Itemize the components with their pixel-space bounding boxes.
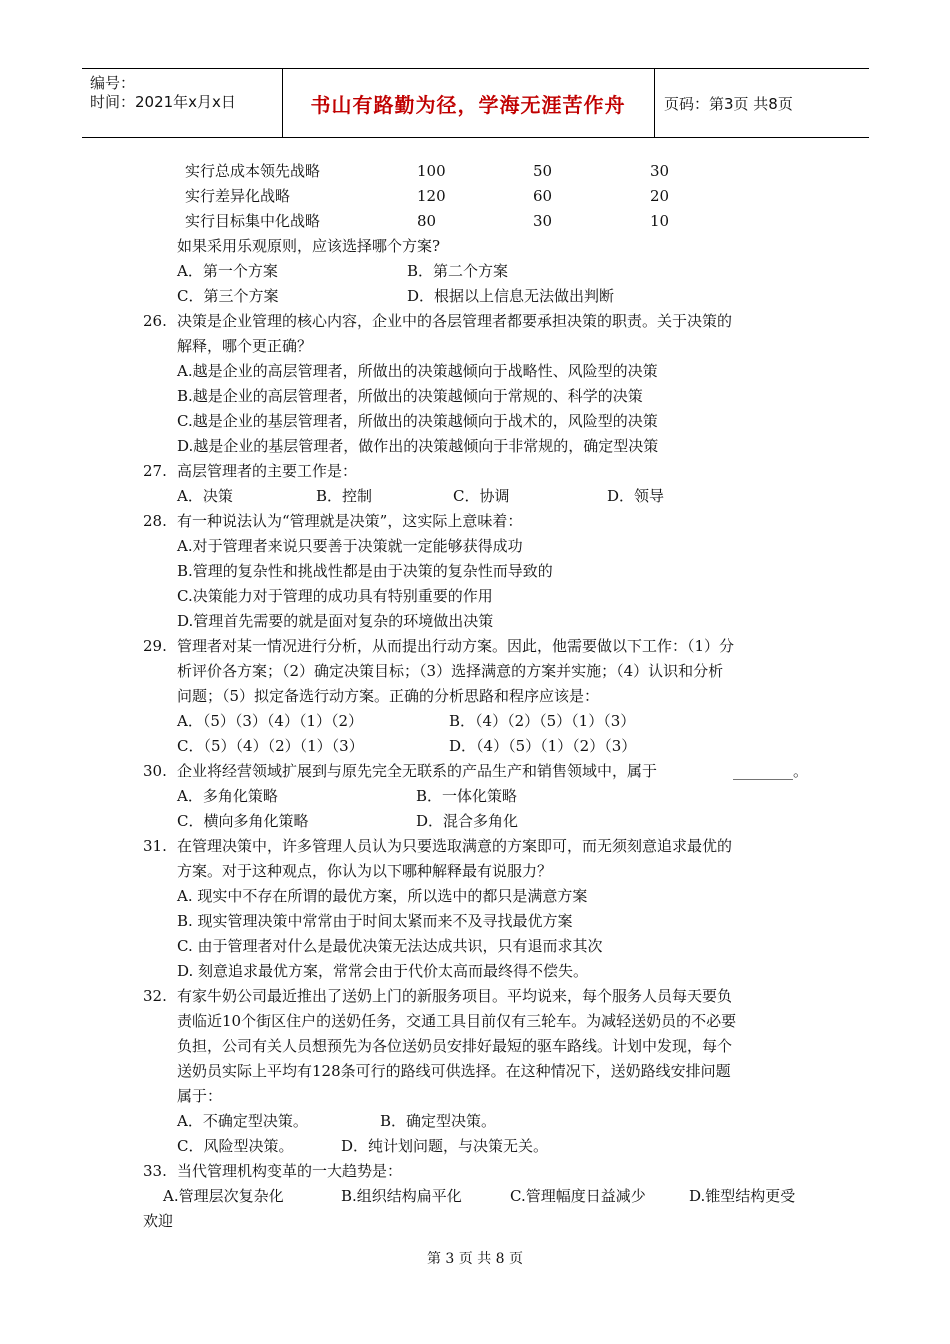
question-number: 32. <box>143 987 167 1005</box>
question-text: 高层管理者的主要工作是： <box>177 462 358 480</box>
question-text: 如果采用乐观原则，应该选择哪个方案? <box>177 237 441 255</box>
question-number: 28. <box>143 512 167 530</box>
table-cell: 120 <box>417 187 446 205</box>
option-d: D.锥型结构更受 <box>689 1187 796 1205</box>
option-a: A.对于管理者来说只要善于决策就一定能够获得成功 <box>177 537 523 555</box>
option-d: D. 刻意追求最优方案，常常会由于代价太高而最终得不偿失。 <box>177 962 589 980</box>
header-left <box>90 74 236 112</box>
table-row-label: 实行目标集中化战略 <box>185 212 321 230</box>
question-text: 属于： <box>177 1087 223 1105</box>
option-a: A．不确定型决策。 <box>177 1112 308 1130</box>
option-b: B．控制 <box>316 487 373 505</box>
option-d: D．根据以上信息无法做出判断 <box>407 287 615 305</box>
question-text: 在管理决策中，许多管理人员认为只要选取满意的方案即可，而无须刻意追求最优的 <box>177 837 733 855</box>
option-d: D．混合多角化 <box>416 812 519 830</box>
option-b: B．一体化策略 <box>416 787 518 805</box>
time-label: 时间：2021年x月x日 <box>90 93 236 111</box>
table-row-label: 实行差异化战略 <box>185 187 291 205</box>
question-number: 33. <box>143 1162 167 1180</box>
header-divider <box>654 69 655 137</box>
question-number: 30. <box>143 762 167 780</box>
table-cell: 50 <box>533 162 553 180</box>
table-cell: 100 <box>417 162 446 180</box>
table-cell: 60 <box>533 187 553 205</box>
question-text: 负担，公司有关人员想预先为各位送奶员安排好最短的驱车路线。计划中发现，每个 <box>177 1037 733 1055</box>
option-a: A．第一个方案 <box>177 262 278 280</box>
option-a: A.越是企业的高层管理者，所做出的决策越倾向于战略性、风险型的决策 <box>177 362 658 380</box>
question-text: 当代管理机构变革的一大趋势是： <box>177 1162 403 1180</box>
question-number: 27. <box>143 462 167 480</box>
option-b: B.越是企业的高层管理者，所做出的决策越倾向于常规的、科学的决策 <box>177 387 643 405</box>
option-a: A. 现实中不存在所谓的最优方案，所以选中的都只是满意方案 <box>177 887 588 905</box>
table-cell: 10 <box>650 212 670 230</box>
page-footer: 第 3 页 共 8 页 <box>426 1251 524 1267</box>
question-text: 送奶员实际上平均有128条可行的路线可供选择。在这种情况下，送奶路线安排问题 <box>177 1062 731 1080</box>
table-cell: 20 <box>650 187 670 205</box>
table-cell: 30 <box>533 212 553 230</box>
question-number: 31. <box>143 837 167 855</box>
question-text: 管理者对某一情况进行分析，从而提出行动方案。因此，他需要做以下工作：（1）分 <box>177 637 735 655</box>
question-text: 企业将经营领域扩展到与原先完全无联系的产品生产和销售领域中，属于 <box>177 762 658 780</box>
page-header <box>82 68 869 138</box>
question-text: 问题；（5）拟定备选行动方案。正确的分析思路和程序应该是： <box>177 687 600 705</box>
question-text: 析评价各方案；（2）确定决策目标；（3）选择满意的方案并实施；（4）认识和分析 <box>177 662 724 680</box>
question-number: 29. <box>143 637 167 655</box>
option-c: C.越是企业的基层管理者，所做出的决策越倾向于战术的，风险型的决策 <box>177 412 658 430</box>
question-text: 责临近10个街区住户的送奶任务，交通工具目前仅有三轮车。为减轻送奶员的不必要 <box>177 1012 737 1030</box>
option-d: D.越是企业的基层管理者，做作出的决策越倾向于非常规的，确定型决策 <box>177 437 659 455</box>
option-b: B．确定型决策。 <box>380 1112 497 1130</box>
option-c: C．横向多角化策略 <box>177 812 309 830</box>
question-text: 方案。对于这种观点，你认为以下哪种解释最有说服力？ <box>177 862 553 880</box>
table-cell: 80 <box>417 212 437 230</box>
option-c: C．风险型决策。 <box>177 1137 294 1155</box>
option-b: B.管理的复杂性和挑战性都是由于决策的复杂性而导致的 <box>177 562 553 580</box>
option-c: C.管理幅度日益减少 <box>510 1187 646 1205</box>
option-c: C.决策能力对于管理的成功具有特别重要的作用 <box>177 587 493 605</box>
option-b: B.组织结构扁平化 <box>341 1187 462 1205</box>
option-c: C. 由于管理者对什么是最优决策无法达成共识，只有退而求其次 <box>177 937 603 955</box>
question-text: 决策是企业管理的核心内容，企业中的各层管理者都要承担决策的职责。关于决策的 <box>177 312 733 330</box>
question-number: 26. <box>143 312 167 330</box>
option-d: D．（4）（5）（1）（2）（3） <box>449 737 637 755</box>
option-a: A．（5）（3）（4）（1）（2） <box>177 712 364 730</box>
option-d-continued: 欢迎 <box>143 1212 174 1230</box>
serial-label: 编号： <box>90 74 136 92</box>
option-a: A．决策 <box>177 487 233 505</box>
table-cell: 30 <box>650 162 670 180</box>
option-d: D.管理首先需要的就是面对复杂的环境做出决策 <box>177 612 494 630</box>
answer-blank: ________。 <box>733 762 809 780</box>
option-c: C．（5）（4）（2）（1）（3） <box>177 737 364 755</box>
question-text: 有家牛奶公司最近推出了送奶上门的新服务项目。平均说来，每个服务人员每天要负 <box>177 987 733 1005</box>
header-page-code: 页码：第3页 共8页 <box>664 95 793 113</box>
option-d: D．领导 <box>607 487 665 505</box>
question-text: 解释，哪个更正确？ <box>177 337 313 355</box>
table-row-label: 实行总成本领先战略 <box>185 162 321 180</box>
option-c: C．第三个方案 <box>177 287 279 305</box>
option-b: B. 现实管理决策中常常由于时间太紧而来不及寻找最优方案 <box>177 912 573 930</box>
option-a: A．多角化策略 <box>177 787 278 805</box>
header-motto: 书山有路勤为径，学海无涯苦作舟 <box>310 93 626 117</box>
question-text: 有一种说法认为“管理就是决策”，这实际上意味着： <box>177 512 523 530</box>
option-d: D．纯计划问题，与决策无关。 <box>341 1137 549 1155</box>
option-a: A.管理层次复杂化 <box>163 1187 284 1205</box>
option-c: C．协调 <box>453 487 510 505</box>
option-b: B．第二个方案 <box>407 262 509 280</box>
option-b: B．（4）（2）（5）（1）（3） <box>449 712 636 730</box>
